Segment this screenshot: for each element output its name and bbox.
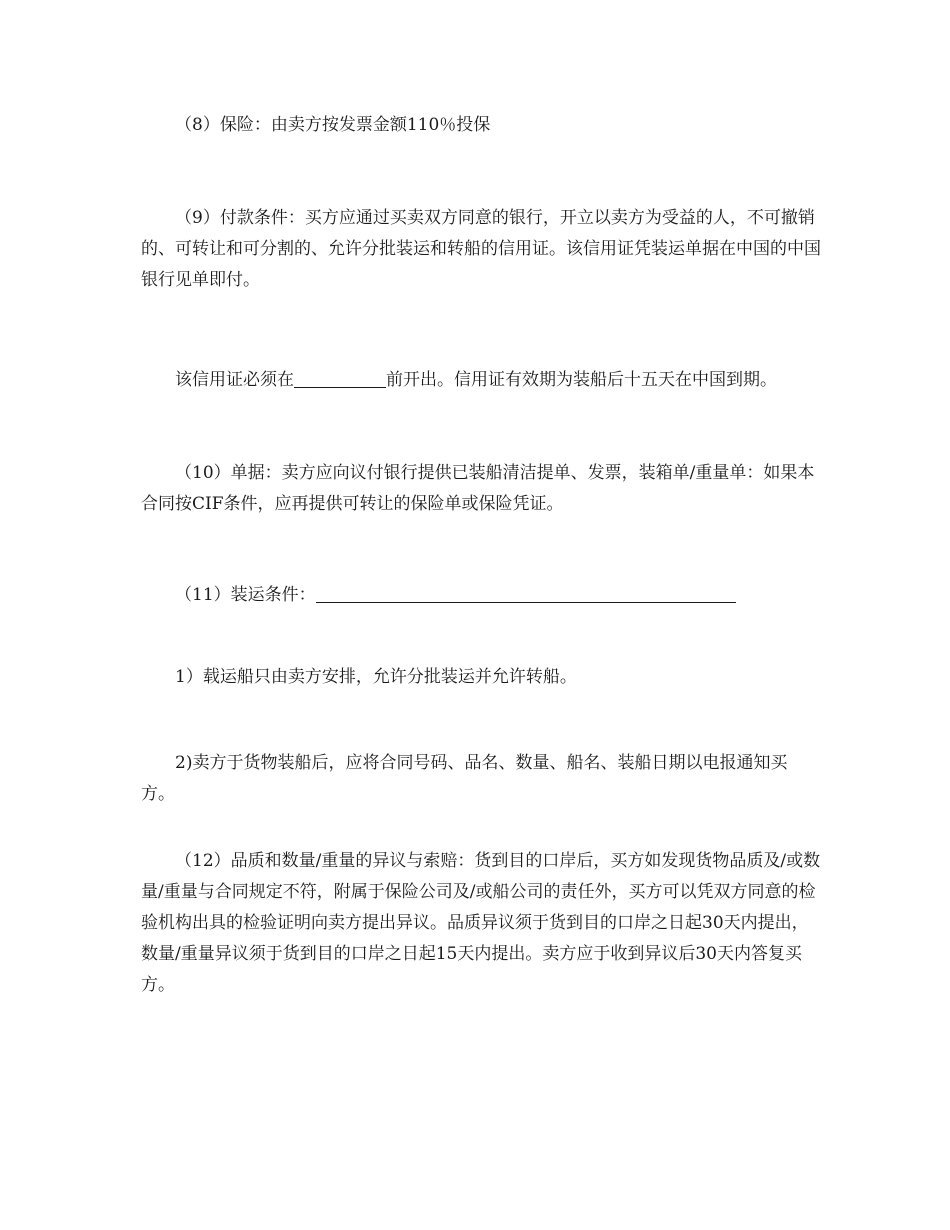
clause-8-insurance <box>141 110 821 141</box>
clause-12-claims <box>141 846 821 1001</box>
clause-11-text: （11）装运条件： <box>175 585 316 605</box>
clause-11-shipment <box>141 580 821 611</box>
shipment-terms-blank <box>316 582 736 603</box>
clause-9-text: （9）付款条件：买方应通过买卖双方同意的银行，开立以卖方为受益的人，不可撤销的、可转让和可分割的、允许分批装运和转船的信用证。该信用证凭装运单据在中国的中国银行见单即付。 <box>141 208 821 290</box>
clause-10-documents <box>141 458 821 520</box>
clause-12-text: （12）品质和数量/重量的异议与索赔：货到目的口岸后，买方如发现货物品质及/或数量/重量与合同规定不符，附属于保险公司及/或船公司的责任外，买方可以凭双方同意的检验机构出具的检验证明向卖方提出异议。品质异议须于货到目的口岸之日起30天内提出，数量/重量异议须于货到目的口岸之日起15天内提出。卖方应于收到异议后30天内答复买方。 <box>141 851 821 995</box>
clause-11-item-1 <box>141 662 821 693</box>
clause-9-lc-deadline <box>141 365 821 396</box>
clause-11-item-2-text: 2)卖方于货物装船后，应将合同号码、品名、数量、船名、装船日期以电报通知买方。 <box>141 753 788 804</box>
clause-11-item-2 <box>141 748 821 810</box>
clause-9-lc-text-after: 前开出。信用证有效期为装船后十五天在中国到期。 <box>386 370 777 390</box>
lc-date-blank <box>294 367 386 388</box>
clause-10-text: （10）单据：卖方应向议付银行提供已装船清洁提单、发票，装箱单/重量单：如果本合同按CIF条件，应再提供可转让的保险单或保险凭证。 <box>141 463 815 514</box>
clause-9-lc-text-before: 该信用证必须在 <box>175 370 294 390</box>
clause-8-text: （8）保险：由卖方按发票金额110％投保 <box>175 115 491 135</box>
clause-9-payment <box>141 203 821 296</box>
clause-11-item-1-text: 1）载运船只由卖方安排，允许分批装运并允许转船。 <box>175 667 577 687</box>
